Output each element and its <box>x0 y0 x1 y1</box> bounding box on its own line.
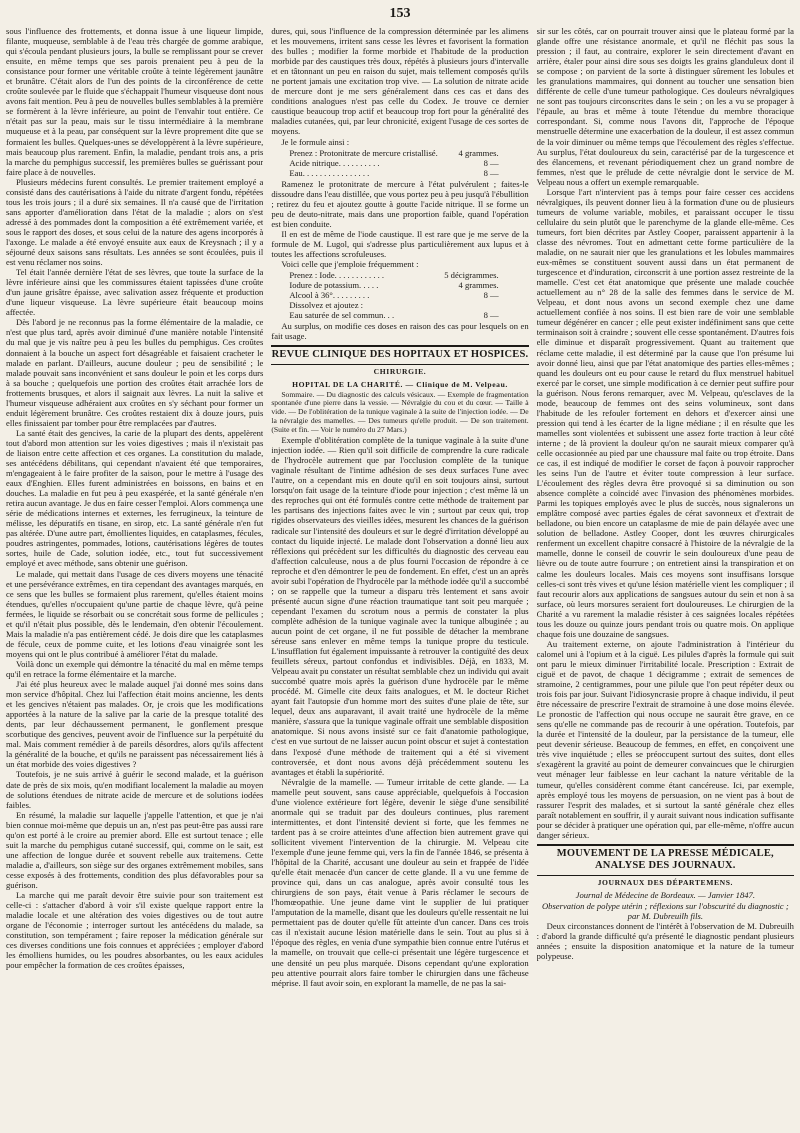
ingredient: Acide nitrique. . . . . . . . . . <box>289 157 380 168</box>
subsection-title: JOURNAUX DES DÉPARTEMENS. <box>597 877 734 887</box>
paragraph: Tel était l'année dernière l'état de ses lèvres, que toute la surface de la lèvre inférieure ainsi que les commissures étaient tapissées d'une croûte d'un jaune grisâtre épaisse, avec salivation assez fréquente et production d'une liqueur visqueuse. La lèvre supérieure était beaucoup moins affectée. <box>6 267 264 318</box>
formula-row <box>289 310 528 320</box>
summary: Sommaire. — Du diagnostic des calculs vésicaux. — Exemple de fragmentation spontanée d'une pierre dans la vessie. — Névralgie du cou et du cœur. — Taille à vide. — De l'oblitération de la tunique vaginale à la suite de l'injection iodée. — De la névralgie des mamelles. — Des tumeurs qu'elle produit. — De son traitement. (Suite et fin. — Voir le numéro du 27 Mars.) <box>271 389 529 435</box>
formula-iode <box>289 270 528 320</box>
paragraph: Voici celle que j'emploie fréquemment : <box>281 259 419 270</box>
ingredient: Prenez : Protonitrate de mercure cristallisé. <box>289 147 438 158</box>
paragraph: dures, qui, sous l'influence de la compression déterminée par les alimens et les mouvemens, irritent sans cesse les lèvres et favorisent la formation des bulles ; modifier la forme morbide et l'habitude de la production morbide par des caustiques très doux, répétés à plusieurs jours d'intervalle et en tâtonnant un peu en raison du sujet, mais tellement composés qu'ils ne portent jamais une excitation trop vive. — La solution de nitrate acide de mercure dont je me sers généralement dans ces cas et dans des conditions analogues n'est pas celle du Codex. Je trouve ce dernier caustique beaucoup trop actif et beaucoup trop fort pour la généralité des maladies cutanées, qui, par leur chronicité, exigent l'usage de ces sortes de moyens. <box>271 26 529 137</box>
column-2 <box>271 26 528 1126</box>
paragraph: Lorsque l'art n'intervient pas à temps pour faire cesser ces accidens névralgiques, ils peuvent donner lieu à la formation d'une ou de plusieurs tumeurs de volume variable, mobiles, et paraissant occuper le tissu cellulaire du sein plutôt que le parenchyme de la glande elle-même. Ces tumeurs, fort bien décrites par Astley Cooper, paraissent appartenir à la classe des névromes. Tout en admettant cette forme particulière de la maladie, on ne saurait nier que les granulations et les lobules mammaires eux-mêmes se constituent souvent aussi dans un état permanent de turgescence et d'induration, circonscrit à une portion assez restreinte de la mamelle. C'est cet état anatomique que présente une malade couchée actuellement au n° 28 de la salle des femmes dans le service de M. Velpeau, et dont nous avons un second exemple chez une dame actuellement confiée à nos soins. Il est bien rare de voir une semblable tumeur dégénérer en cancer ; elle peut exister indéfiniment sans que cette terminaison soit à craindre ; souvent elle cesse spontanément. D'autres fois elle diminue et disparaît progressivement. Quant au traitement que réclame cette maladie, il est déterminé par la cause que l'on présume lui avoir donné lieu, ainsi que par l'état anatomique des parties elles-mêmes ; quand les douleurs ont eu pour cause le retard du flux menstruel habituel exercé par le corset, une simple modification à ce dernier peut suffire pour la guérison. Nous ferons remarquer, avec M. Velpeau, qu'esclaves de la mode, beaucoup de femmes ont des seins volumineux, sont dans l'habitude de les refouler fortement en dehors et d'exercer ainsi une pression qui tend à les écarter de la ligne médiane ; il en résulte que les mamelles sont violentées et subissent une assez forte traction à leur côté interne ; de là provient la douleur qu'on ne saurait mieux comparer qu'à celle occasionnée au pied par une chaussure mal faite ou trop étroite. Dans ce cas, il est indiqué de modifier le corset de façon à pouvoir rapprocher les seins l'un de l'autre et éviter toute compression à leur surface. L'écoulement des règles devra être provoqué si sa diminution ou son absence complète a coïncidé avec l'invasion des phénomènes morbides. Parmi les topiques employés avec le plus de succès, nous signalerons un emplâtre composé avec parties égales de cérat savonneux et d'extrait de belladone, ou bien encore un cataplasme de mie de pain délayée avec une solution de belladone. Astley Cooper, dont les œuvres chirurgicales renferment un excellent chapitre consacré à l'histoire de la névralgie de la mamelle, donne le conseil de couvrir le sein douloureux d'une peau de lièvre ou de toute autre fourrure ; on entretient ainsi la transpiration et on calme les douleurs locales. Mais ces moyens sont insuffisans lorsque celles-ci sont très vives et qu'une lésion matérielle vient les compliquer ; il faut recourir alors aux applications de sangsues autour du sein et non à sa surface, où leurs morsures seraient fort douloureuses. Le chirurgien de la Charité a vu rarement la maladie résister à ces saignées locales répétées tous les douze ou quinze jours pendant trois ou quatre mois. On applique chaque fois une douzaine de sangsues. <box>536 186 794 639</box>
section-divider <box>537 875 794 876</box>
paragraph: sir sur les côtés, car on pourrait trouver ainsi que le plateau formé par la glande offre une résistance anormale, et qu'il ne fléchit pas sous la pression ; il faut, au contraire, explorer le sein directement d'avant en arrière, étaler pour ainsi dire sous ses doigts les grains glanduleux dont il se compose ; on parvient de la sorte à distinguer sûrement les lobules et les granulations mammaires, qui donnent au toucher une sensation bien différente de celle d'une tumeur pathologique. Ces douleurs névralgiques ne sont pas toujours circonscrites dans le sein ; on les a vu se propager à l'épaule, au bras et même à toute l'étendue du membre thoracique correspondant. Si, comme nous l'avons dit, l'approche de l'époque menstruelle détermine une exacerbation de la douleur, il est assez commun de la voir diminuer ou même temps que l'écoulement des règles s'effectue. Au surplus, l'état douloureux du sein, caractérisé par de la turgescence et des élancemens, et revenant périodiquement chez un grand nombre de femmes, n'est que le prélude de cette névralgie dont le service de M. Velpeau nous a offert un exemple remarquable. <box>536 26 794 187</box>
paragraph: Au surplus, on modifie ces doses en raison des cas pour lesquels on en fait usage. <box>271 321 529 342</box>
formula-mercury <box>289 148 528 178</box>
formula-row <box>289 290 528 300</box>
quantity: 8 — <box>483 310 499 321</box>
section-divider <box>537 844 794 846</box>
formula-row <box>289 270 528 280</box>
paragraph: Ramenez le protonitrate de mercure à l'état pulvérulent ; faites-le dissoudre dans l'eau distillée, que vous portez peu à peu jusqu'à l'ébullition ; retirez du feu et ajoutez goutte à goutte l'acide nitrique. Il se forme un peu de deuto-nitrate, mais dans une proportion faible, quand l'opération est bien conduite. <box>271 178 529 229</box>
paragraph: sous l'influence des frottements, et donna issue à une liqueur limpide, filante, muqueuse, semblable à de l'eau très chargée de gomme arabique, qui s'écoula pendant plusieurs jours, la bulle se remplissant pour se crever ensuite, en même temps que ses parois prenaient peu à peu de la consistance pour former une véritable croûte à teinte légèrement jaunâtre et brunâtre. C'était alors de l'un des points de la circonférence de cette croûte soulevée par le fluide que s'échappait l'humeur visqueuse dont nous avons fait mention. Peu à peu de nouvelles bulles semblables à la première se formèrent à la lèvre inférieure, au point de l'envahir tout entière. Ce n'était pas sur la peau, mais sur le tissu intermédiaire à la membrane muqueuse et à la peau, par conséquent sur la lèvre proprement dite que se formaient les bulles. Quelques-unes se développèrent à la lèvre supérieure, mais beaucoup plus rarement. Enfin, la maladie, pendant trois ans, a pris la marche du pemphigus successif, les premières bulles se guérissant pour faire place à de nouvelles. <box>6 26 264 177</box>
paragraph: La marche qui me paraît devoir être suivie pour son traitement est celle-ci : s'attacher d'abord à voir s'il existe quelque rapport entre la maladie locale et une altération des voies digestives ou de tout autre organe de l'économie ; interroger surtout les antécédens du malade, sa constitution, son tempérament ; faire reposer la médication générale sur ces diverses conditions une fois connues et appréciées ; employer d'abord les émolliens humides, ou les poudres absorbantes, ou les eaux acidules pour empêcher la formation de ces croûtes épaisses, <box>6 890 264 971</box>
section-divider <box>271 345 528 347</box>
paragraph: Deux circonstances donnent de l'intérêt à l'observation de M. Dubreuilh : d'abord la grande difficulté qu'a présenté le diagnostic pendant plusieurs années ; ensuite la disposition anatomique et la nature de la tumeur polypeuse. <box>536 920 794 962</box>
paragraph: Toutefois, je ne suis arrivé à guérir le second malade, et la guérison date de près de six mois, qu'en modifiant localement la maladie au moyen de solutions étendues de nitrate acide de mercure et de solutions iodées faibles. <box>6 769 264 810</box>
section-title: REVUE CLINIQUE DES HOPITAUX ET HOSPICES. <box>271 349 529 361</box>
subsection-title: CHIRURGIE. <box>373 367 427 377</box>
formula-row <box>289 158 528 168</box>
quantity: 8 — <box>483 290 499 301</box>
page-number: 153 <box>389 6 411 21</box>
formula-row <box>289 280 528 290</box>
paragraph: Voilà donc un exemple qui démontre la ténacité du mal en même temps qu'il en retrace la forme élémentaire et la marche. <box>6 658 264 679</box>
paragraph: Plusieurs médecins furent consultés. Le premier traitement employé a consisté dans des cautérisations à l'aide du nitrate d'argent fondu, répétées tous les trois jours ; il a duré six semaines. Il n'a causé que de l'irritation sans apporter d'amélioration dans l'état de la maladie ; alors on s'est adressé à des pommades dont la composition a été extrêmement variée, et sous le rapport des doses, et sous celui de la nature des agens incorporés à l'axonge. Le malade a été envoyé ensuite aux eaux de Kreysnach ; il y a séjourné deux saisons sans résultats. Les années se sont écoulées, puis il est venu réclamer nos soins. <box>6 176 264 268</box>
hospital-line: HOPITAL DE LA CHARITÉ. — Clinique de M. Velpeau. <box>292 379 508 389</box>
column-1 <box>6 26 263 1126</box>
paragraph: Le malade, qui mettait dans l'usage de ces divers moyens une ténacité et une persévérance extrêmes, en tira cependant des avantages marqués, en ce sens que les bulles se formaient plus rarement, qu'elles étaient moins étendues, qu'elles n'occupaient qu'une partie de chaque lèvre, qu'à peine fermées, le liquide se résorbait ou se concrétait sous forme de pellicules ; et qu'il n'était plus possible, dès le lendemain, d'en obtenir l'écoulement. Mais la maladie n'a pas entièrement cédé. Je dois dire que les cataplasmes de fécule, ceux de pomme cuite, et les lotions d'eau vinaigrée sont les moyens qui ont le plus contribué à améliorer l'état du malade. <box>6 568 264 659</box>
ingredient: Prenez : Iode. . . . . . . . . . . . <box>289 270 385 281</box>
formula-row <box>289 148 528 158</box>
paragraph: En résumé, la maladie sur laquelle j'appelle l'attention, et que je n'ai bien connue moi-même que depuis un an, n'est pas peut-être pas aussi rare qu'on est porté à le croire au premier abord. Elle est surtout tenace ; elle suit la marche du pemphigus cutané successif, qui, comme on le sait, est une affection de longue durée et souvent rebelle aux traitemens. Cette maladie a, d'ailleurs, son siège sur des organes extrêmement mobiles, sans cesse exposés à des frottements, condition des plus défavorables pour sa guérison. <box>6 809 264 890</box>
quantity: 8 — <box>483 167 499 178</box>
paragraph: Névralgie de la mamelle. — Tumeur irritable de cette glande. — La mamelle peut souvent, sans cause appréciable, quelquefois à l'occasion d'une violence extérieure fort légère, devenir le siège d'une sensibilité anormale qui se traduit par des douleurs continues, plus rarement intermittentes, et dont l'intensité devient si forte, que les femmes ne tardent pas à se croire atteintes d'une affection bien autrement grave qui sollicitent vivement l'intervention de la chirurgie. M. Velpeau cite l'exemple d'une jeune femme qui, vers la fin de l'année 1846, se présenta à l'hôpital de la Charité, accusant une douleur au sein et frappée de l'idée qu'elle était menacée d'un cancer de cette glande. Il a vu une femme de province qui, dans un cas analogue, après avoir consulté tous les chirurgiens de son pays, était venue à Paris réclamer le secours de l'homœopathie. Une jeune dame vint le supplier de lui pratiquer l'amputation de la mamelle, disant que les douleurs qu'elle ressentait ne lui permettaient pas de douter qu'elle fût atteinte d'un cancer. Dans ces trois cas il n'existait aucune lésion matérielle dans le sein. Tout au plus si à l'époque des règles, en venia d'une sympathie bien connue entre l'utérus et la mamelle, on trouvait que celle-ci présentait une légère turgescence et une densité un peu plus marquée. Disons cependant qu'une exploration peu attentive pourrait alors faire tomber le chirurgien dans une fâcheuse méprise. Il faut avoir soin, en explorant la mamelle, de ne pas la sai- <box>271 776 529 988</box>
ingredient: Eau saturée de sel commun. . . <box>289 310 395 321</box>
ingredient: Eau. . . . . . . . . . . . . . . . <box>289 167 370 178</box>
quantity: 4 grammes. <box>458 147 499 158</box>
quantity: 4 grammes. <box>458 280 499 291</box>
column-3 <box>537 26 794 1126</box>
paragraph: Dès l'abord je ne reconnus pas la forme élémentaire de la maladie, ce n'est que plus tard, après avoir diminué d'une manière notable l'intensité du mal que je vis naître peu à peu les bulles du pemphigus. Ces croûtes donnaient à la bouche un aspect fort désagréable et faisaient cracheter le malade en parlant. D'ailleurs, aucune douleur ; peu de sensibilité ; le malade pouvait sans inconvénient et sans douleur le poin et les corps durs à sa bouche ; quelquefois une portion des croûtes était arrachée lors de frottements brusques, et alors il saignait aux lèvres. La nuit la salive et l'humeur visqueuse adhéraient aux croûtes en s'y séchant pour former un enduit légèrement brunâtre. Ces croûtes restaient dix à douze jours, puis elles finissaient par tomber pour être remplacées par d'autres. <box>6 317 264 428</box>
ingredient: Dissolvez et ajoutez : <box>289 300 364 311</box>
paragraph: Il en est de même de l'iode caustique. Il est rare que je me serve de la formule de M. Lugol, qui s'adresse plus particulièrement aux lupus et à toutes les affections scrofuleuses. <box>271 228 529 260</box>
journal-line: Journal de Médecine de Bordeaux. — Janvier 1847. <box>575 889 756 900</box>
paragraph: J'ai été plus heureux avec le malade auquel j'ai donné mes soins dans mon service d'hôpital. Chez lui l'affection était moins ancienne, les dents et les gencives n'étaient pas malades. Or, je crois que les modifications apportées à la nature de la salive par la carie de la presque totalité des dents, par leur déchaussement permanent, le gonflement presque scorbutique des gencives, peuvent avoir de l'influence sur la perpétuité du mal. Mais comment remédier à de pareils désordres, alors qu'ils affectent la généralité de la bouche, et qu'ils ne paraissent pas nécessairement liés à un état morbide des voies digestives ? <box>6 679 264 770</box>
paragraph: Au traitement externe, on ajoute l'administration à l'intérieur du calomel uni à l'opium et à la ciguë. Les pilules d'après la formule qui suit ont paru le mieux diminuer l'irritabilité locale. Prescription : Extrait de ciguë et de pavot, de chaque 1 décigramme ; extrait de semences de stramoine, 2 centigrammes, pour une pilule que l'on peut répéter deux ou trois fois par jour. Suivant l'idiosyncrasie propre à chaque individu, il peut être nécessaire de prescrire l'extrait de stramoine à une dose moins élevée. Le pronostic de l'affection qui nous occupe ne saurait être grave, en ce sens qu'elle ne commande pas de recourir à une opération. Toutefois, par la durée et l'intensité de la douleur, par la persistance de la tumeur, elle peut devenir sérieuse. Beaucoup de femmes, en effet, en conçoivent une très vive inquiétude ; elles se préoccupent surtout des suites, dont elles s'exagèrent la gravité au point de demeurer convaincues que le chirurgien veut ménager leur faiblesse en leur cachant la nature véritable de la tumeur, qu'elles considèrent comme étant cancéreuse. Ici, par exemple, après employé tous les moyens de persuasion, on ne vient pas à bout de rassurer l'esprit des malades, et si surtout la santé générale chez elles paraît notablement en souffrir, il y aurait suivant nous indication suffisante pour se décider à pratiquer une opération qui, par elle-même, n'offre aucun danger sérieux. <box>536 638 794 840</box>
paragraph: Je le formule ainsi : <box>281 136 350 147</box>
quantity: 5 décigrammes. <box>444 270 499 281</box>
quantity: 8 — <box>483 157 499 168</box>
formula-row <box>289 168 528 178</box>
formula-row <box>289 300 528 310</box>
ingredient: Alcool à 36°. . . . . . . . . <box>289 290 370 301</box>
section-title: MOUVEMENT DE LA PRESSE MÉDICALE, ANALYSE DES JOURNAUX. <box>556 847 774 871</box>
article-title: Observation de polype utérin ; réflexions sur l'obscurité du diagnostic ; par M. Dubreuilh fils. <box>541 900 789 921</box>
text-columns <box>6 26 794 1126</box>
section-divider <box>271 364 528 365</box>
paragraph: La santé était des gencives, la carie de la plupart des dents, appelèrent tout d'abord mon attention sur les voies digestives ; mais il n'existait pas de liaison entre cette affection et ces organes. La constitution du malade, ses antécédens débilitans, qui cependant n'avaient été que temporaires, m'engageaient à le faire profiter de la saison, pour le mettre à l'usage des eaux d'Enghien. Elles furent administrées en boissons, en bains et en douches. La maladie en fut peu à peu exaspérée, et la santé générale n'en retira aucun avantage. Je dus en faire cesser l'emploi. Alors commença une série de médications internes et externes, les ferrugineux, la teinture de mélisse, les dépuratifs en tisane, en sirop, etc. La santé générale n'en fut pas altérée. D'une autre part, émollientes liquides, en cataplasmes, fécules, poudres astringentes, pommades, lotions, cautérisations légères de toutes sortes, huile de Cade, solution iodée, etc., tout fut successivement employé et avec méthode, sans obtenir une guérison. <box>6 427 264 569</box>
ingredient: Iodure de potassium. . . . . <box>289 280 379 291</box>
paragraph: Exemple d'oblitération complète de la tunique vaginale à la suite d'une injection iodée. — Rien qu'il soit difficile de comprendre la cure radicale de l'hydrocèle autrement que par l'occlusion complète de la tunique vaginale résultant de l'intime adhésion de ses deux surfaces l'une avec l'autre, on a cependant mis en doute qu'il en soit toujours ainsi, surtout lorsqu'on fait usage de la teinture d'iode pour injection ; c'est même là un des reproches qui ont été formulés contre cette méthode de traitement par les partisans des injections faites avec le vin ; surtout par ceux qui, trop rigides observateurs des vieilles idées, mesurent les chances de la guérison radicale sur l'intensité des douleurs et sur le degré d'irritation développé au contact du liquide injecté. Le malade dont l'observation a donné lieu aux réflexions qui précèdent sur les difficultés du diagnostic des cerveau eau d'affection calculeuse, nous a de plus fourni l'occasion de répondre à ce reproche et d'en démontrer le peu de fondement. En effet, c'est un an après avoir subi l'opération de l'hydrocèle par la méthode iodée qu'il a succombé ; on se rappelle que la tumeur a disparu très lentement et sans avoir présenté aucun signe d'une réaction traumatique tant soit peu marquée ; cependant l'examen du scrotum nous a permis de constater la plus complète adhésion de la tunique vaginale avec la tunique albuginée ; au aucun point de cet organe, il ne fut possible de détacher la membrane séreuse sans enlever en même temps la tunique propre du testicule. L'insufflation fut également impuissante à retrouver la contiguïté des deux feuillets séreux, partout confondus et indivisibles. Déjà, en 1833, M. Velpeau avait pu constater un résultat semblable chez un individu qui avait succombé quatre mois après la guérison d'une hydrocèle par le même procédé. M. Gimelle cite deux faits analogues, et M. le docteur Richet ayant fait l'autopsie d'un homme mort des suites d'une plaie de tête, sur lequel, deux ans auparavant, il avait traité une hydrocèle de la même manière, s'assura que la tunique vaginale offrait une semblable disposition anatomique. Si nous avons insisté sur ce fait d'anatomie pathologique, c'est en vue surtout de ne laisser aucun point obscur et sujet à contestation dans l'exposé d'une méthode de traitement qui a été si vivement controversée, et dont nous avons déjà précédemment soutenu les avantages et établi la supériorité. <box>271 435 529 777</box>
